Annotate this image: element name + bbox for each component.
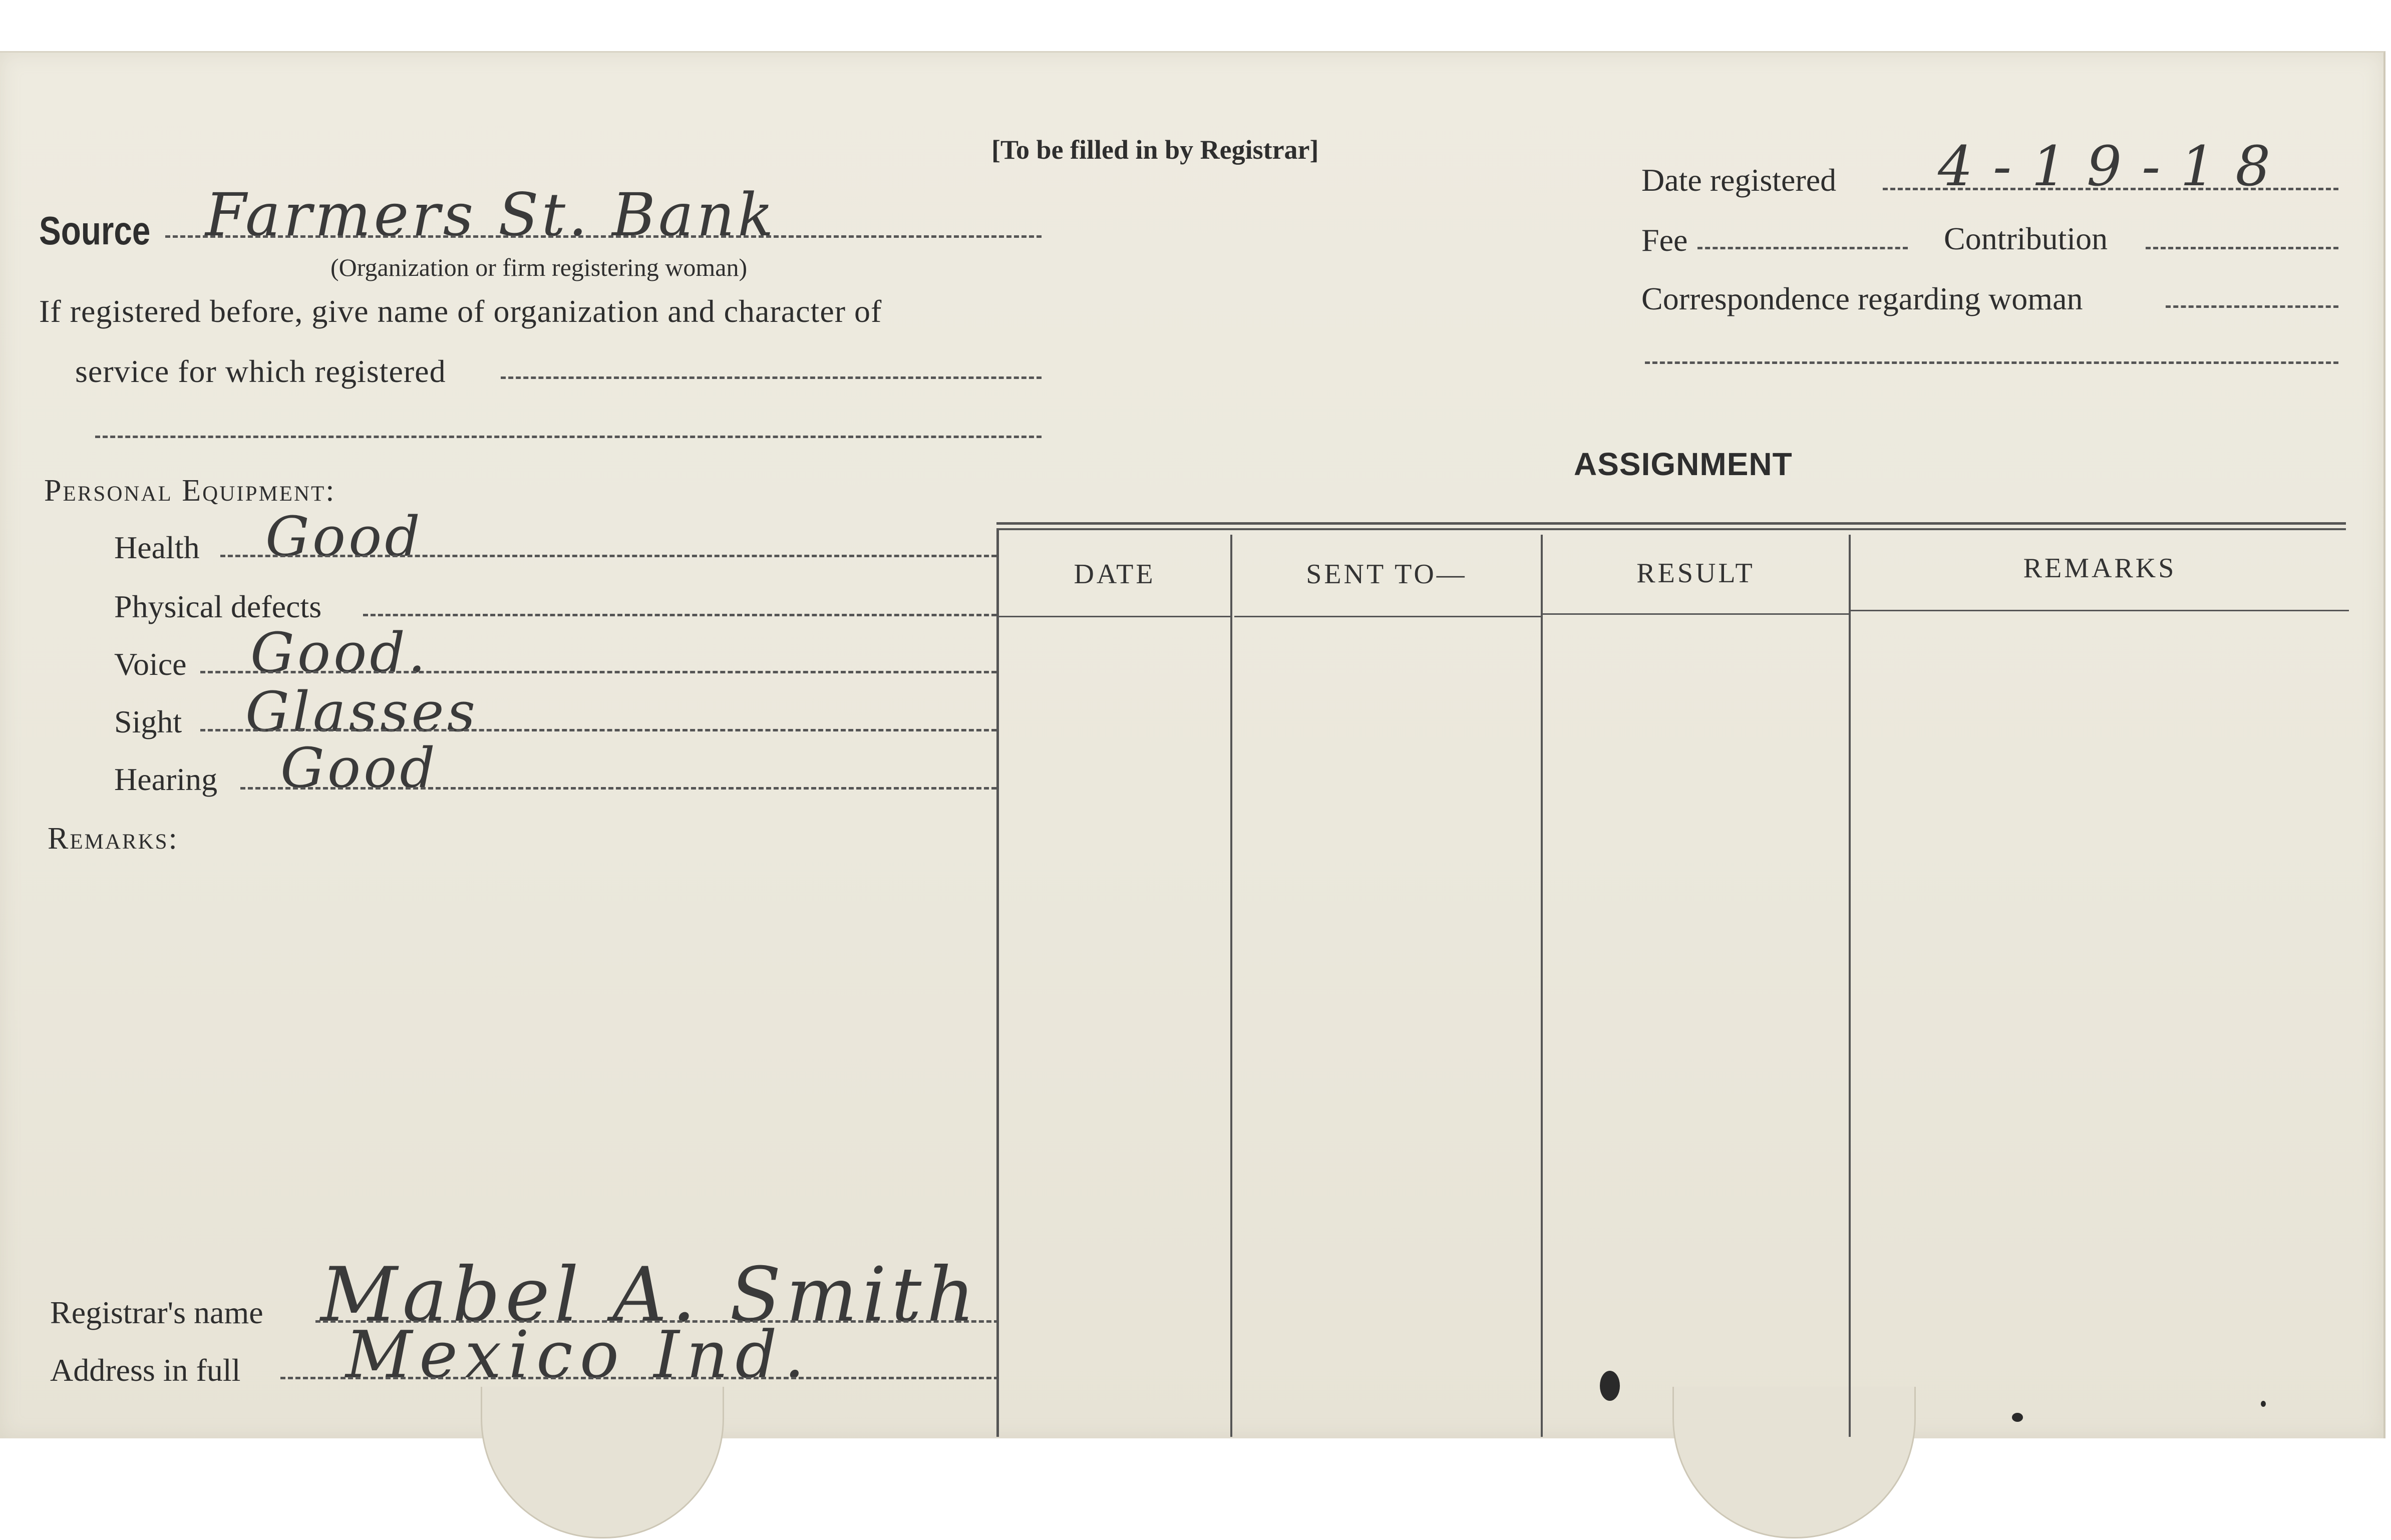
ink-speck — [2261, 1401, 2266, 1407]
prior-registration-line1: If registered before, give name of organization and character of — [39, 293, 882, 329]
correspondence-label: Correspondence regarding woman — [1641, 281, 2083, 316]
voice-underline — [200, 671, 996, 673]
assignment-left-border — [996, 528, 999, 1437]
registrar-name-value: Mabel A. Smith — [320, 1252, 980, 1339]
health-label: Health — [114, 530, 200, 565]
source-caption: (Organization or firm registering woman) — [330, 253, 748, 281]
voice-value: Good. — [250, 621, 429, 685]
contribution-underline — [2146, 247, 2338, 249]
ink-speck — [1600, 1371, 1620, 1401]
source-value: Farmers St. Bank — [205, 180, 777, 249]
assignment-header-rule-sent — [1234, 616, 1541, 617]
assignment-heading: ASSIGNMENT — [1574, 446, 1793, 482]
correspondence-underline — [2166, 305, 2338, 308]
address-underline — [280, 1377, 999, 1379]
prior-registration-line2: service for which registered — [75, 353, 446, 389]
date-registered-label: Date registered — [1641, 162, 1837, 198]
physical-defects-underline — [363, 614, 996, 616]
hearing-underline — [240, 787, 996, 790]
sight-label: Sight — [114, 704, 182, 739]
contribution-label: Contribution — [1944, 221, 2108, 256]
fee-underline — [1697, 247, 1908, 249]
sight-value: Glasses — [245, 680, 479, 744]
date-registered-value: 4-19-18 — [1938, 134, 2291, 198]
voice-label: Voice — [114, 646, 187, 682]
column-header-remarks: REMARKS — [2023, 553, 2177, 584]
hearing-label: Hearing — [114, 761, 218, 797]
date-registered-underline — [1883, 188, 2338, 190]
address-value: Mexico Ind. — [346, 1317, 812, 1393]
ink-speck — [2012, 1413, 2023, 1422]
assignment-col-divider-1 — [1230, 535, 1232, 1437]
address-label: Address in full — [50, 1352, 241, 1388]
physical-defects-label: Physical defects — [114, 589, 322, 624]
assignment-header-rule-result — [1543, 613, 1849, 615]
correspondence-blank-line — [1645, 361, 2338, 364]
assignment-header-rule-date — [999, 616, 1230, 617]
source-underline — [165, 235, 1042, 238]
prior-registration-blank-line — [95, 436, 1042, 438]
assignment-top-rule — [996, 522, 2346, 525]
column-header-date: DATE — [1074, 559, 1156, 590]
registrar-name-label: Registrar's name — [50, 1295, 263, 1330]
assignment-col-divider-2 — [1541, 535, 1543, 1437]
registrar-note: [To be filled in by Registrar] — [991, 135, 1319, 165]
column-header-result: RESULT — [1636, 558, 1755, 589]
health-value: Good — [265, 505, 423, 569]
column-header-sent-to: SENT TO— — [1306, 559, 1467, 590]
assignment-top-rule-2 — [996, 528, 2346, 530]
fee-label: Fee — [1641, 222, 1688, 258]
assignment-header-rule-remarks — [1851, 610, 2349, 611]
sight-underline — [200, 729, 996, 731]
remarks-left-label: Remarks: — [48, 822, 179, 856]
personal-equipment-heading: Personal Equipment: — [44, 474, 336, 508]
hearing-value: Good — [280, 736, 438, 800]
prior-registration-underline — [501, 376, 1042, 379]
health-underline — [220, 555, 996, 557]
source-label: Source — [39, 208, 151, 253]
assignment-col-divider-3 — [1849, 535, 1851, 1437]
